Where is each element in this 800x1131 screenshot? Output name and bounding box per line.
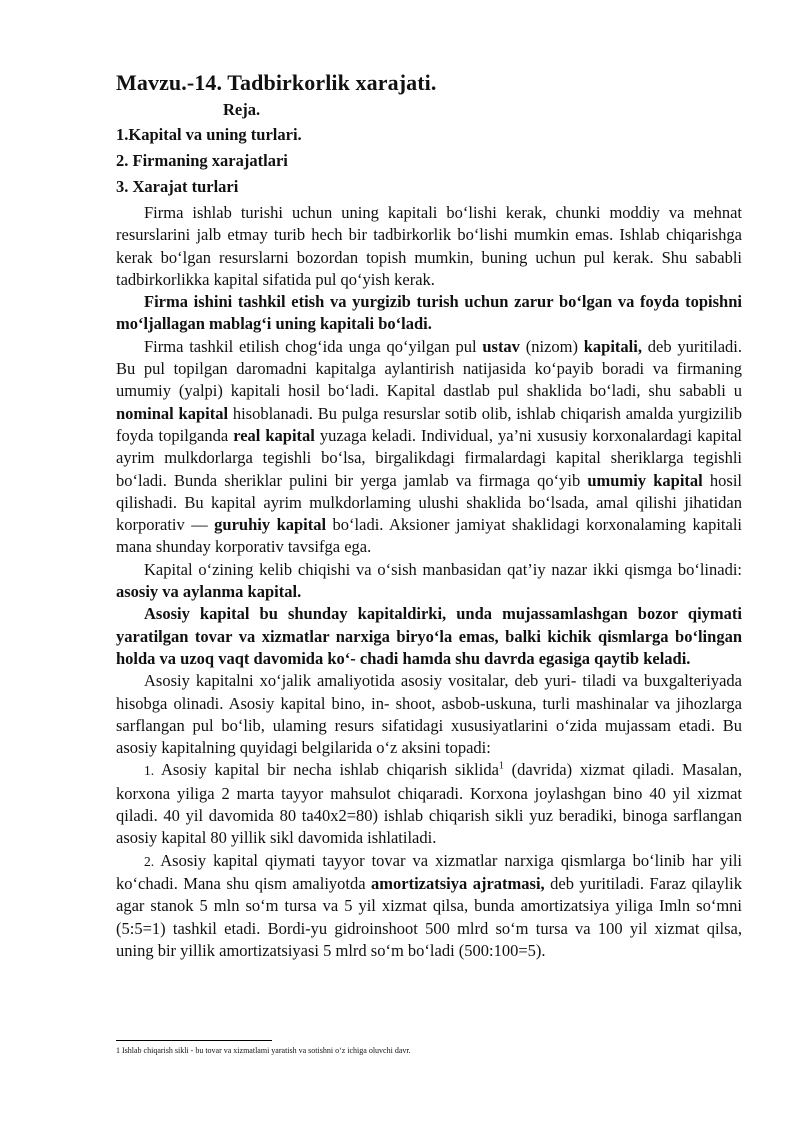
term-guruhiy-kapital: guruhiy kapital (214, 515, 327, 535)
text-run: bo‘ladi. Aksioner jamiyat shaklidagi korxonalaming kapitali mana shunday korporativ tavsifga ega. (116, 515, 742, 557)
paragraph-fixed-assets: Asosiy kapitalni xo‘jalik amaliyotida asosiy vositalar, deb yuri- tiladi va buxgalteriyada hisobga olinadi. Asosiy kapital bino, in- shoot, asbob-uskuna, turli mashinalar va jihozlarga sarflangan pul bo‘lib, ulaming resurs sifatidagi xususiyatlarini o‘zida mujassam etadi. Bu asosiy kapitalning quyidagi belgilarida o‘z aksini topadi: (116, 671, 742, 758)
term-kapitali: kapitali, (583, 336, 642, 356)
definition-capital: Firma ishini tashkil etish va yurgizib turish uchun zarur bo‘lgan va foyda topishni mo‘ljallagan mablag‘i uning kapitali bo‘ladi. (116, 292, 742, 334)
term-asosiy-aylanma: asosiy va aylanma kapital. (116, 582, 302, 602)
term-amortizatsiya: amortizatsiya ajratmasi, (371, 873, 545, 893)
text-run: yuzaga keladi. Individual, ya’ni xususiy korxonalardagi kapital ayrim mulkdorlarga tegishli bo‘lsa, birgalikdagi firmalardagi kapital sheriklarga tegishli bo‘ladi. Bunda sheriklar pulini bir yerga jamlab va firmaga qo‘yib (116, 425, 743, 490)
plan-heading: Reja. (223, 100, 261, 119)
list-number: 1. (144, 763, 155, 779)
list-item-2 (116, 850, 742, 962)
paragraph-capital-types (116, 336, 742, 559)
definition-fixed-capital: Asosiy kapital bu shunday kapitaldirki, unda mujassamlashgan bozor qiymati yaratilgan tovar va xizmatlar narxiga biryo‘la emas, balki kichik qismlarga bo‘lingan holda va uzoq vaqt davomida ko‘- chadi hamda shu davrda egasiga qaytib keladi. (116, 604, 742, 668)
text-run: Kapital o‘zining kelib chiqishi va o‘sish manbasidan qat’iy nazar ikki qismga bo‘linadi: (144, 559, 742, 579)
footnote-divider (116, 1040, 272, 1041)
text-run: (nizom) (519, 336, 584, 356)
paragraph-capital-split (116, 559, 742, 604)
text-run: (davrida) xizmat qiladi. Masalan, korxona yiliga 2 marta tayyor mahsulot chiqaradi. Korxona joylashgan bino 40 yil xizmat qiladi. 40 yil davomida 80 ta40x2=80) ishlab chiqarish sikli yuz beradiki, binoga sarflangan asosiy kapital 80 yillik sikl davomida ishlatiladi. (116, 760, 742, 848)
text-run: Firma tashkil etilish chog‘ida unga qo‘yilgan pul (144, 336, 483, 356)
document-body (116, 68, 742, 962)
page-title: Mavzu.-14. Tadbirkorlik xarajati. (116, 70, 437, 95)
paragraph-intro: Firma ishlab turishi uchun uning kapitali bo‘lishi kerak, chunki moddiy va mehnat resurslarini jalb etmay turib hech bir tadbirkorlik bo‘lishi mumkin emas. Ishlab chiqarishga kerak bo‘lgan resurslarni bozordan topish mumkin, buning uchun pul kerak. Shu sababli tadbirkorlikka kapital sifatida pul qo‘yish kerak. (116, 203, 742, 289)
term-ustav: ustav (482, 336, 520, 356)
text-run: hisoblanadi. Bu pulga resurslar sotib olib, ishlab chiqarish amalda yurgizilib foyda topilganda (116, 403, 742, 445)
text-run: deb yuritiladi. Bu pul topilgan daromadni kapitalga aylantirish natijasida ko‘payib boradi va firmaning umumiy (yalpi) kapitali hosil bo‘ladi. Kapital dastlab pul shaklida bo‘ladi, shu sababli u (116, 336, 742, 401)
text-run: Asosiy kapital bir necha ishlab chiqarish siklida (154, 760, 499, 780)
footnote: 1 Ishlab chiqarish sikli - bu tovar va xizmatlami yaratish va sotishni o‘z ichiga oluvchi davr. (116, 1046, 411, 1055)
plan-item: 1.Kapital va uning turlari. (116, 125, 302, 144)
list-item-1 (116, 759, 742, 849)
term-umumiy-kapital: umumiy kapital (587, 470, 703, 490)
text-run: hosil qilishadi. Bu kapital ayrim mulkdorlaming ulushi shaklida bo‘lsada, amal qilishi jihatidan korporativ — (116, 470, 742, 535)
plan-item: 2. Firmaning xarajatlari (116, 151, 288, 170)
term-real-kapital: real kapital (233, 425, 315, 445)
term-nominal-kapital: nominal kapital (116, 403, 229, 423)
text-run: deb yuritiladi. Faraz qilaylik agar stanok 5 mln so‘m tursa va 5 yil xizmat qilsa, bunda amortizatsiya yiliga Imln so‘mni (5:5=1) tashkil etadi. Bordi-yu gidroinshoot 500 mlrd so‘m tursa va 100 yil xizmat qilsa, uning bir yillik amortizatsiyasi 5 mlrd so‘m bo‘ladi (500:100=5). (116, 873, 742, 960)
list-number: 2. (144, 853, 155, 869)
footnote-reference[interactable]: 1 (498, 760, 504, 772)
plan-item: 3. Xarajat turlari (116, 177, 239, 196)
text-run: Asosiy kapital qiymati tayyor tovar va xizmatlar narxiga qismlarga bo‘linib har yili ko‘chadi. Mana shu qism amaliyotda (116, 850, 742, 893)
